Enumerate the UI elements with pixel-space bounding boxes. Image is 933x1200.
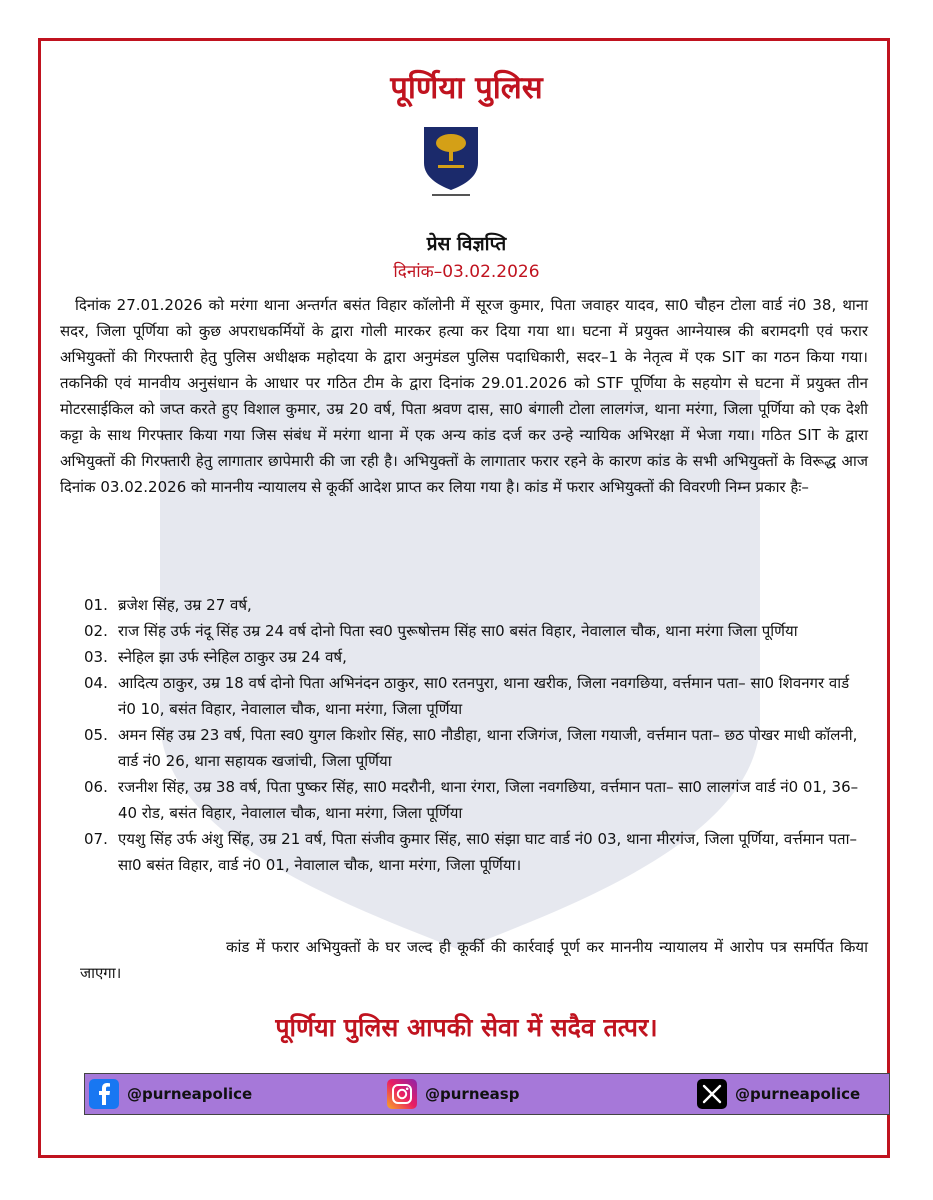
item-number: 03. [84, 648, 108, 666]
release-date: दिनांक–03.02.2026 [393, 262, 540, 282]
closing-paragraph: कांड में फरार अभियुक्तों के घर जल्द ही कूर्की की कार्रवाई पूर्ण कर माननीय न्यायालय में आरोप पत्र समर्पित किया जाएगा। [80, 938, 868, 982]
item-number: 02. [84, 622, 108, 640]
list-item [84, 618, 868, 644]
list-item [84, 722, 868, 774]
item-text: एयशु सिंह उर्फ अंशु सिंह, उम्र 21 वर्ष, पिता संजीव कुमार सिंह, सा0 संझा घाट वार्ड नं0 03, थाना मीरगंज, जिला पूर्णिया, वर्त्तमान पता– सा0 बसंत विहार, वार्ड नं0 01, नेवालाल चौक, थाना मरंगा, जिला पूर्णिया। [118, 830, 857, 874]
x-icon [697, 1079, 727, 1109]
incident-paragraph: दिनांक 27.01.2026 को मरंगा थाना अन्तर्गत बसंत विहार कॉलोनी में सूरज कुमार, पिता जवाहर यादव, सा0 चौहन टोला वार्ड नं0 38, थाना सदर, जिला पूर्णिया को कुछ अपराधकर्मियों के द्वारा गोली मारकर हत्या कर दिया गया था। घटना में प्रयुक्त आग्नेयास्त्र की बरामदगी एवं फरार अभियुक्तों की गिरफ्तारी हेतु पुलिस अधीक्षक महोदया के द्वारा अनुमंडल पुलिस पदाधिकारी, सदर–1 के नेतृत्व में एक SIT का गठन किया गया। तकनिकी एवं मानवीय अनुसंधान के आधार पर गठित टीम के द्वारा दिनांक 29.01.2026 को STF पूर्णिया के सहयोग से घटना में प्रयुक्त तीन मोटरसाईकिल को जप्त करते हुए विशाल कुमार, उम्र 20 वर्ष, पिता श्रवण दास, सा0 बंगाली टोला लालगंज, थाना मरंगा, जिला पूर्णिया को एक देशी कट्टा के साथ गिरफ्तार किया गया जिस संबंध में मरंगा थाना में एक अन्य कांड दर्ज कर उन्हे न्यायिक अभिरक्षा में भेजा गया। गठित SIT के द्वारा अभियुक्तों की गिरफ्तारी हेतु लागातार छापेमारी की जा रही है। अभियुक्तों के लागातार फरार रहने के कारण कांड के सभी अभियुक्तों के विरूद्ध आज दिनांक 03.02.2026 को माननीय न्यायालय से कूर्की आदेश प्राप्त कर लिया गया है। कांड में फरार अभियुक्तों की विवरणी निम्न प्रकार हैः– [60, 296, 868, 496]
instagram-handle: @purneasp [425, 1085, 520, 1103]
press-release-heading: प्रेस विज्ञप्ति [426, 233, 507, 255]
item-text: रजनीश सिंह, उम्र 38 वर्ष, पिता पुष्कर सिंह, सा0 मदरौनी, थाना रंगरा, जिला नवगछिया, वर्त्तमान पता– सा0 लालगंज वार्ड नं0 01, 36–40 रोड, बसंत विहार, नेवालाल चौक, थाना मरंगा, जिला पूर्णिया [118, 778, 859, 822]
list-item [84, 670, 868, 722]
instagram-link[interactable] [387, 1079, 519, 1109]
item-text: स्नेहिल झा उर्फ स्नेहिल ठाकुर उम्र 24 वर्ष, [118, 648, 347, 666]
facebook-link[interactable] [89, 1079, 252, 1109]
x-link[interactable] [697, 1079, 860, 1109]
accused-list [84, 592, 868, 878]
facebook-handle: @purneapolice [127, 1085, 253, 1103]
slogan: पूर्णिया पुलिस आपकी सेवा में सदैव तत्पर। [275, 1013, 658, 1042]
bihar-police-emblem [416, 123, 486, 198]
list-item [84, 774, 868, 826]
item-number: 06. [84, 778, 108, 796]
item-text: आदित्य ठाकुर, उम्र 18 वर्ष दोनो पिता अभिनंदन ठाकुर, सा0 रतनपुरा, थाना खरीक, जिला नवगछिया, वर्त्तमान पता– सा0 शिवनगर वार्ड नं0 10, बसंत विहार, नेवालाल चौक, थाना मरंगा, जिला पूर्णिया [118, 674, 850, 718]
item-number: 07. [84, 830, 108, 848]
social-media-bar [84, 1073, 890, 1115]
item-number: 01. [84, 596, 108, 614]
list-item [84, 826, 868, 878]
item-text: अमन सिंह उम्र 23 वर्ष, पिता स्व0 युगल किशोर सिंह, सा0 नौडीहा, थाना रजिगंज, जिला गयाजी, वर्त्तमान पता– छठ पोखर माधी कॉलनी, वार्ड नं0 26, थाना सहायक खजांची, जिला पूर्णिया [118, 726, 858, 770]
x-handle: @purneapolice [735, 1085, 861, 1103]
list-item [84, 644, 868, 670]
facebook-icon [89, 1079, 119, 1109]
item-number: 04. [84, 674, 108, 692]
instagram-icon [387, 1079, 417, 1109]
list-item [84, 592, 868, 618]
item-text: ब्रजेश सिंह, उम्र 27 वर्ष, [118, 596, 252, 614]
item-text: राज सिंह उर्फ नंदू सिंह उम्र 24 वर्ष दोनो पिता स्व0 पुरूषोत्तम सिंह सा0 बसंत विहार, नेवालाल चौक, थाना मरंगा जिला पूर्णिया [118, 622, 798, 640]
item-number: 05. [84, 726, 108, 744]
page-title: पूर्णिया पुलिस [390, 70, 543, 106]
